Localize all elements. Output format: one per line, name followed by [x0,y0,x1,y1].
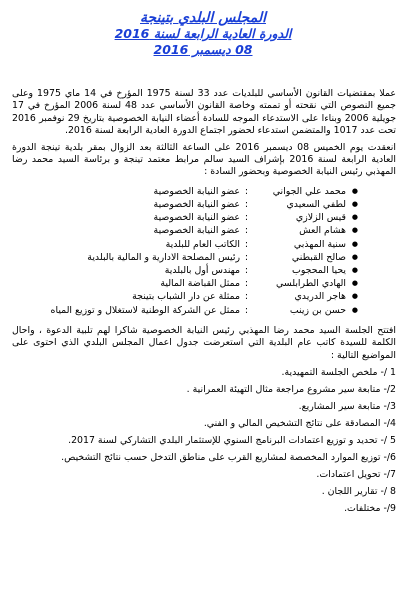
bullet-icon: ● [351,252,358,261]
colon-separator: : [244,212,248,224]
agenda-text: المصادقة على نتائج التشخيص المالي و الفني. [203,417,381,429]
bullet-icon: ● [351,186,358,195]
intro-paragraph-1: عملا بمقتضيات القانون الأساسي للبلديات عدد 33 لسنة 1975 المؤرخ في 14 ماي 1975 وعلى جميع النصوص التي نقحته أو تممته وخاصة القانون الأساسي عدد 48 لسنة 2006 المؤرخ في 17 جويلية 2006 وبناءا على الاستدعاء الموجه للسادة أعضاء النيابة الخصوصية بتاريخ 29 نوفمبر 2016 تحت عدد 1017 والمتضمن استدعاء لحضور اجتماع الدورة العادية الرابعة لسنة 2016. [12,88,396,137]
session-date: 08 ديسمبر 2016 [153,42,253,57]
document-header [0,10,406,58]
bullet-icon: ● [351,265,358,274]
attendee-role: عضو النيابة الخصوصية [153,199,240,211]
attendee-role: ممثل القباضة المالية [160,278,240,290]
agenda-list [12,366,396,515]
council-name: المجلس البلدي بتينجة [140,10,266,26]
attendee-name: هاجر الدريدي [294,291,346,303]
agenda-number: 4/- [383,417,396,429]
attendee-role: ممثل عن الشركة الوطنية لاستغلال و توزيع المياه [50,304,240,316]
attendee-name: لطفي السعيدي [286,199,346,211]
agenda-item [12,485,396,498]
agenda-item [12,417,396,430]
colon-separator: : [244,304,248,316]
attendee-item [12,290,396,303]
agenda-number: 3/- [383,400,396,412]
bullet-icon: ● [351,200,358,209]
attendee-item [12,198,396,211]
document-body [12,88,396,519]
attendee-name: محمد علي الجواني [272,185,346,197]
intro-paragraph-2: انعقدت يوم الخميس 08 ديسمبر 2016 على الساعة الثالثة بعد الزوال بمقر بلدية تينجة الدورة العادية الرابعة لسنة 2016 بإشراف السيد سالم مرابط معتمد تينجة و برئاسة السيد محمد رضا المهذبي رئيس النيابة الخصوصية وبحضور السادة : [12,141,397,178]
attendee-item [12,277,396,290]
agenda-item [12,366,396,379]
agenda-item [12,434,396,447]
colon-separator: : [244,251,248,263]
attendees-list [12,185,396,317]
agenda-number: 7/- [383,468,396,480]
colon-separator: : [244,278,248,290]
attendee-role: عضو النيابة الخصوصية [153,225,240,237]
attendee-item [12,304,396,317]
agenda-item [12,383,396,396]
agenda-text: متابعة سير مشروع مراجعة مثال التهيئة العمرانية . [186,383,381,395]
attendee-name: يحيا المحجوب [292,264,346,276]
agenda-item [12,451,396,464]
colon-separator: : [244,185,248,197]
colon-separator: : [244,199,248,211]
attendee-item [12,224,396,237]
agenda-number: 8 /- [380,485,396,497]
agenda-text: متابعة سير المشاريع. [298,400,381,412]
agenda-item [12,400,396,413]
agenda-number: 5 /- [380,434,396,446]
attendee-name: الهادي الطرابلسي [276,278,346,290]
bullet-icon: ● [351,279,358,288]
session-title: الدورة العادية الرابعة لسنة 2016 [114,26,292,41]
agenda-text: مختلفات. [344,502,381,514]
agenda-item [12,502,396,515]
agenda-number: 2/- [383,383,396,395]
attendee-role: عضو النيابة الخصوصية [153,185,240,197]
attendee-item [12,185,396,198]
attendee-name: قيس الزلازي [295,212,346,224]
opening-paragraph: افتتح الجلسة السيد محمد رضا المهذبي رئيس النيابة الخصوصية شاكرا لهم تلبية الدعوة ، واحال الكلمة للسيدة كاتب عام البلدية التي استعرضت جدول اعمال المجلس البلدي الذي احتوى على المواضيع التالية : [12,324,396,361]
attendee-item [12,238,396,251]
attendee-role: رئيس المصلحة الادارية و المالية بالبلدية [87,251,240,263]
bullet-icon: ● [351,305,358,314]
agenda-text: تحويل اعتمادات. [316,468,381,480]
bullet-icon: ● [351,239,358,248]
bullet-icon: ● [351,226,358,235]
attendee-item [12,211,396,224]
agenda-number: 1 /- [380,366,396,378]
attendee-role: مهندس أول بالبلدية [164,264,240,276]
attendee-item [12,264,396,277]
agenda-text: توزيع الموارد المخصصة لمشاريع القرب على مناطق التدخل حسب نتائج التشخيص. [61,451,381,463]
attendee-role: ممثلة عن دار الشباب بتينجة [132,291,240,303]
attendee-name: صالح القبطني [291,251,346,263]
agenda-text: ملخص الجلسة التمهيدية. [281,366,378,378]
agenda-item [12,468,396,481]
colon-separator: : [244,238,248,250]
agenda-number: 9/- [383,502,396,514]
attendee-name: سنية المهذبي [293,238,346,250]
colon-separator: : [244,291,248,303]
bullet-icon: ● [351,213,358,222]
attendee-name: حسن بن زينب [289,304,346,316]
attendee-item [12,251,396,264]
bullet-icon: ● [351,292,358,301]
agenda-text: تقارير اللجان . [321,485,378,497]
colon-separator: : [244,225,248,237]
attendee-name: هشام العش [299,225,346,237]
agenda-text: تحديد و توزيع اعتمادات البرنامج السنوي للإستثمار البلدي التشاركي لسنة 2017. [68,434,378,446]
colon-separator: : [244,264,248,276]
attendee-role: عضو النيابة الخصوصية [153,212,240,224]
agenda-number: 6/- [383,451,396,463]
attendee-role: الكاتب العام للبلدية [165,238,240,250]
